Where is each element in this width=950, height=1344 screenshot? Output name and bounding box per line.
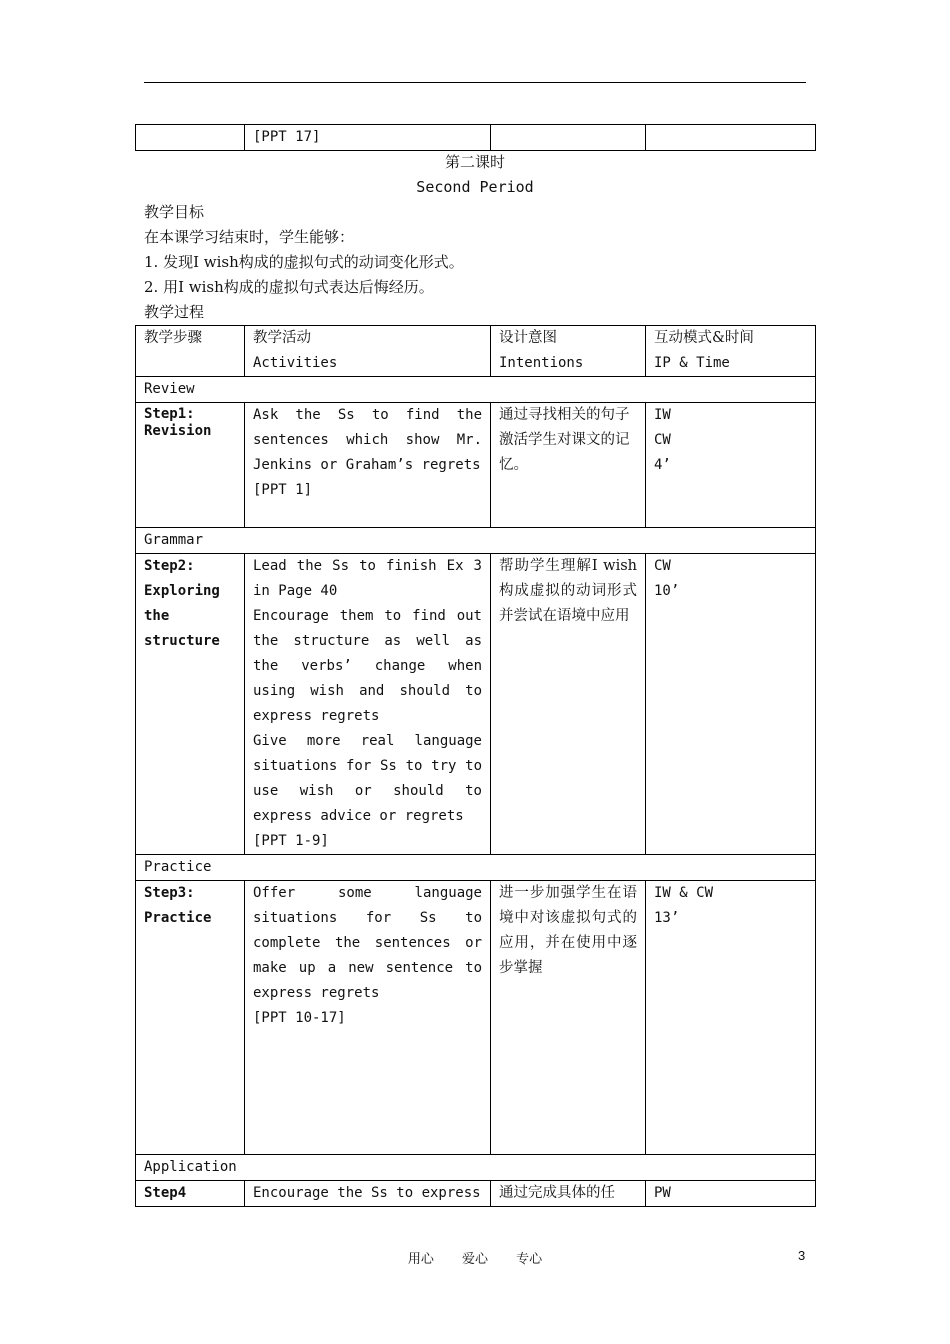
intention-cell: 通过寻找相关的句子激活学生对课文的记忆。 [491, 403, 646, 528]
intention-cell: 进一步加强学生在语境中对该虚拟句式的应用，并在使用中逐步掌握 [491, 881, 646, 1155]
table-header-row [136, 326, 816, 377]
ip-time-cell: PW [646, 1181, 816, 1207]
ip-time-cell: IW CW 4’ [646, 403, 816, 528]
process-heading: 教学过程 [144, 303, 205, 321]
process-table [135, 325, 816, 1207]
header-cell: 教学活动 Activities [245, 326, 491, 377]
header-rule [144, 82, 806, 83]
section-label: Review [136, 377, 816, 403]
activities-cell: Encourage the Ss to express [245, 1181, 491, 1207]
footer-word: 爱心 [461, 1252, 488, 1267]
lesson-title-en: Second Period [416, 178, 534, 196]
goal-item: 2. 用I wish构成的虚拟句式表达后悔经历。 [144, 278, 434, 296]
top-table-fragment [135, 124, 816, 151]
step-cell: Step2: Exploring the structure [136, 554, 245, 855]
ip-time-cell: IW & CW 13’ [646, 881, 816, 1155]
section-row [136, 528, 816, 554]
intention-cell: 通过完成具体的任 [491, 1181, 646, 1207]
section-row [136, 1155, 816, 1181]
section-label: Grammar [136, 528, 816, 554]
footer-word: 专心 [516, 1252, 543, 1267]
table-row [136, 881, 816, 1155]
header-cell: 设计意图 Intentions [491, 326, 646, 377]
ip-time-cell: CW 10’ [646, 554, 816, 855]
activities-cell: Lead the Ss to finish Ex 3 in Page 40 Encourage them to find out the structure as well as the verbs’ change when using wish and should to express regrets Give more real language situations for Ss to try to use wish or should to express advice or regrets [PPT 1-9] [245, 554, 491, 855]
intention-cell: 帮助学生理解I wish构成虚拟的动词形式并尝试在语境中应用 [491, 554, 646, 855]
step-cell: Step3: Practice [136, 881, 245, 1155]
table-row [136, 554, 816, 855]
step-cell: Step1: Revision [136, 403, 245, 528]
goal-item: 1. 发现I wish构成的虚拟句式的动词变化形式。 [144, 253, 464, 271]
table-row [136, 1181, 816, 1207]
table-cell: [PPT 17] [245, 125, 491, 151]
page-number: 3 [798, 1248, 806, 1263]
section-label: Application [136, 1155, 816, 1181]
section-row [136, 855, 816, 881]
footer [0, 1248, 950, 1267]
table-row [136, 403, 816, 528]
step-cell: Step4 [136, 1181, 245, 1207]
lesson-title-cn: 第二课时 [444, 153, 505, 171]
section-label: Practice [136, 855, 816, 881]
footer-word: 用心 [407, 1252, 434, 1267]
goals-heading: 教学目标 [144, 203, 205, 221]
header-cell: 互动模式&时间 IP & Time [646, 326, 816, 377]
activities-cell: Offer some language situations for Ss to complete the sentences or make up a new sentence to express regrets [PPT 10-17] [245, 881, 491, 1155]
header-cell: 教学步骤 [136, 326, 245, 377]
activities-cell: Ask the Ss to find the sentences which show Mr. Jenkins or Graham’s regrets [PPT 1] [245, 403, 491, 528]
section-row [136, 377, 816, 403]
goals-intro: 在本课学习结束时，学生能够： [144, 228, 355, 246]
